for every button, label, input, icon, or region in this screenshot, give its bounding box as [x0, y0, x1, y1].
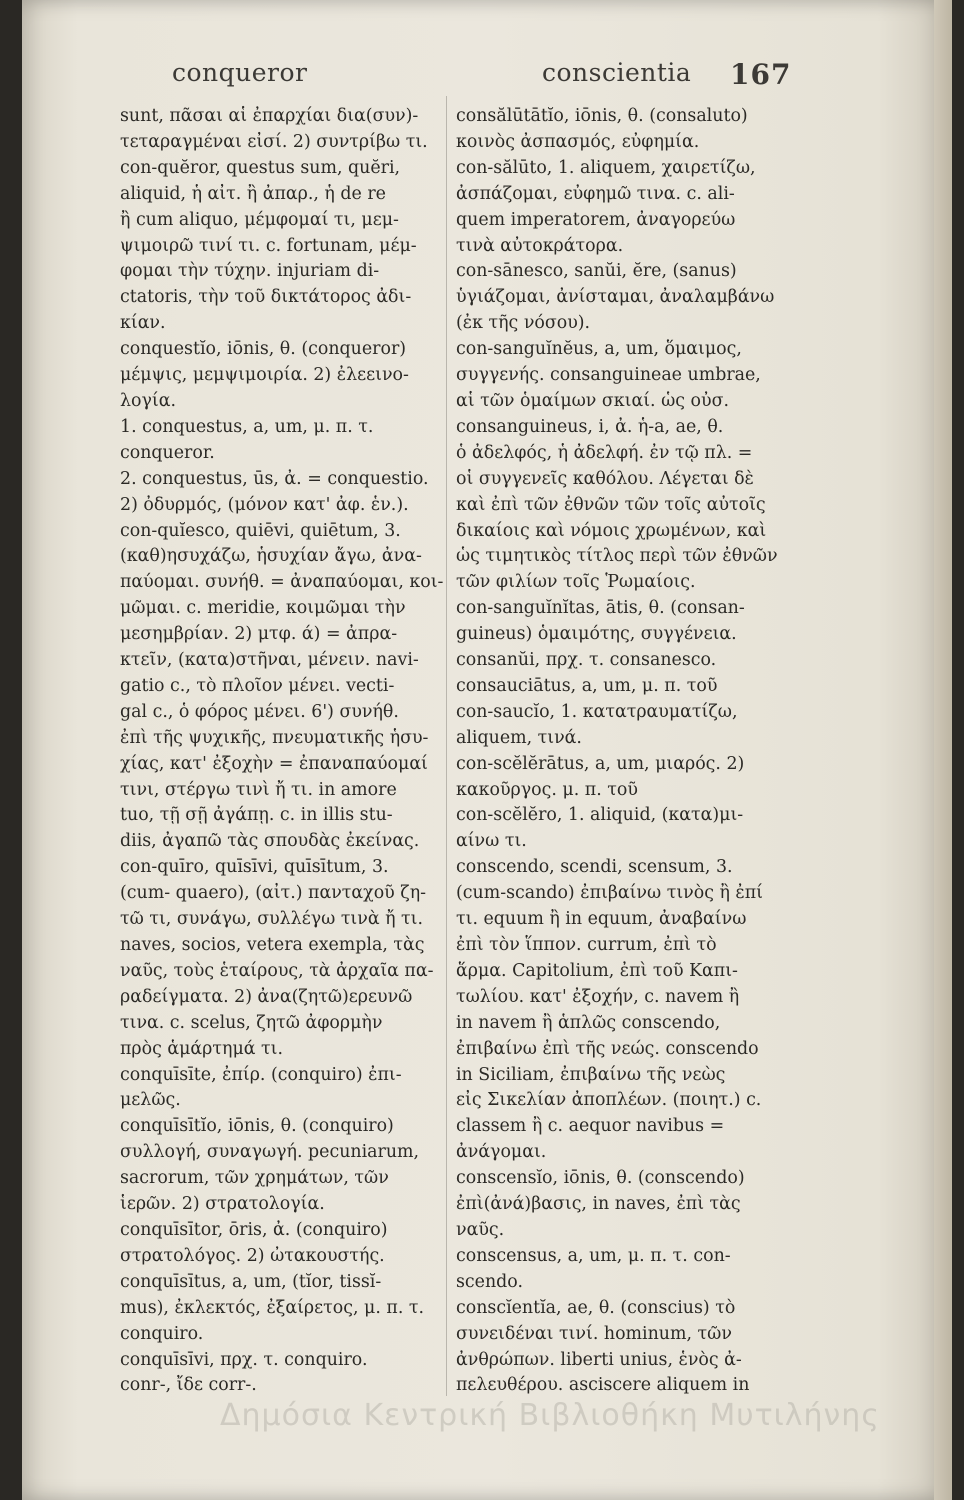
dictionary-line: mus), ἐκλεκτός, ἐξαίρετος, μ. π. τ. — [120, 1297, 425, 1318]
dictionary-line: (καθ)ησυχάζω, ἡσυχίαν ἄγω, ἀνα- — [120, 546, 422, 567]
dictionary-line: κοινὸς ἀσπασμός, εὐφημία. — [456, 131, 700, 152]
dictionary-line: 1. conquestus, a, um, μ. π. τ. — [120, 416, 374, 437]
left-column — [120, 104, 500, 1399]
dictionary-line: conscensus, a, um, μ. π. τ. con- — [456, 1245, 731, 1266]
dictionary-line: συλλογή, συναγωγή. pecuniarum, — [120, 1142, 420, 1163]
dictionary-line: sunt, πᾶσαι αἱ ἐπαρχίαι δια(συν)- — [120, 106, 419, 126]
dictionary-line: ἐπὶ(ἀνά)βασις, in naves, ἐπὶ τὰς — [456, 1194, 741, 1215]
dictionary-line: τι. equum ἢ in equum, ἀναβαίνω — [456, 909, 747, 930]
dictionary-line: παύομαι. συνήθ. = ἀναπαύομαι, κοι- — [120, 572, 444, 593]
dictionary-line: con-scĕlĕrātus, a, um, μιαρός. 2) — [456, 753, 745, 774]
dictionary-line: μεσημβρίαν. 2) μτφ. ά) = ἀπρα- — [120, 624, 398, 645]
dictionary-line: οἱ συγγενεῖς καθόλου. Λέγεται δὲ — [456, 468, 754, 489]
dictionary-line: gatio c., τὸ πλοῖον μένει. vecti- — [120, 675, 395, 696]
dictionary-line: μῶμαι. c. meridie, κοιμῶμαι τὴν — [120, 598, 406, 619]
dictionary-line: conquīsīte, ἐπίρ. (conquiro) ἐπι- — [120, 1064, 402, 1085]
dictionary-line: τῶ τι, συνάγω, συλλέγω τινὰ ἤ τι. — [120, 909, 424, 930]
dictionary-line: ναῦς, τοὺς ἑταίρους, τὰ ἀρχαῖα πα- — [120, 960, 434, 981]
dictionary-line: con-scĕlĕro, 1. aliquid, (κατα)μι- — [456, 805, 744, 826]
dictionary-line: (cum- quaero), (αἰτ.) πανταχοῦ ζη- — [120, 883, 426, 904]
dictionary-line: consanguineus, i, ἀ. ἡ-a, ae, θ. — [456, 416, 724, 437]
dictionary-line: ἀνθρώπων. liberti unius, ἑνὸς ἀ- — [456, 1349, 742, 1370]
dictionary-line: ἢ cum aliquo, μέμφομαί τι, μεμ- — [120, 209, 399, 230]
dictionary-line: κακοῦργος. μ. π. τοῦ — [456, 779, 638, 800]
dictionary-line: consanŭi, πρχ. τ. consanesco. — [456, 650, 717, 671]
dictionary-line: con-quĭesco, quiēvi, quiētum, 3. — [120, 520, 401, 541]
dictionary-line: consălūtātĭo, iōnis, θ. (consaluto) — [456, 106, 748, 126]
dictionary-line: aliquem, τινά. — [456, 727, 582, 748]
dictionary-line: τινὰ αὐτοκράτορα. — [456, 235, 624, 256]
dictionary-line: conqueror. — [120, 442, 215, 463]
dictionary-line: ὡς τιμητικὸς τίτλος περὶ τῶν ἐθνῶν — [456, 546, 778, 567]
dictionary-line: aliquid, ἡ αἰτ. ἢ ἀπαρ., ἡ de re — [120, 183, 386, 204]
dictionary-line: αἱ τῶν ὁμαίμων σκιαί. ὡς οὐσ. — [456, 390, 729, 411]
dictionary-line: guineus) ὁμαιμότης, συγγένεια. — [456, 624, 737, 645]
library-watermark: Δημόσια Κεντρική Βιβλιοθήκη Μυτιλήνης — [220, 1398, 880, 1433]
dictionary-line: gal c., ὁ φόρος μένει. 6') συνήθ. — [120, 701, 399, 722]
dictionary-line: diis, ἀγαπῶ τὰς σπουδὰς ἐκείνας. — [120, 831, 420, 852]
book-page — [22, 0, 952, 1500]
dictionary-line: conquīsīvi, πρχ. τ. conquiro. — [120, 1349, 368, 1370]
dictionary-line: κτεῖν, (κατα)στῆναι, μένειν. navi- — [120, 650, 419, 671]
dictionary-line: con-sānesco, sanŭi, ĕre, (sanus) — [456, 261, 737, 282]
dictionary-line: (cum-scando) ἐπιβαίνω τινὸς ἢ ἐπί — [456, 883, 763, 904]
dictionary-line: κίαν. — [120, 313, 166, 334]
dictionary-line: εἰς Σικελίαν ἀποπλέων. (ποιητ.) c. — [456, 1090, 762, 1111]
dictionary-line: conscĭentĭa, ae, θ. (conscius) τὸ — [456, 1297, 736, 1318]
dictionary-line: quem imperatorem, ἀναγορεύω — [456, 209, 736, 230]
dictionary-line: μελῶς. — [120, 1090, 181, 1111]
dictionary-line: 2. conquestus, ūs, ἀ. = conquestio. — [120, 468, 429, 489]
dictionary-line: (ἐκ τῆς νόσου). — [456, 313, 591, 334]
dictionary-line: ἀνάγομαι. — [456, 1142, 547, 1163]
dictionary-line: ἐπιβαίνω ἐπὶ τῆς νεώς. conscendo — [456, 1038, 759, 1059]
dictionary-line: con-saucĭo, 1. κατατραυματίζω, — [456, 701, 738, 722]
dictionary-line: ὑγιάζομαι, ἀνίσταμαι, ἀναλαμβάνω — [456, 287, 775, 308]
dictionary-line: ἀσπάζομαι, εὐφημῶ τινα. c. ali- — [456, 183, 735, 204]
dictionary-line: αίνω τι. — [456, 831, 527, 852]
dictionary-line: τεταραγμέναι εἰσί. 2) συντρίβω τι. — [120, 131, 428, 152]
dictionary-line: τινι, στέργω τινὶ ἤ τι. in amore — [120, 779, 397, 800]
dictionary-line: scendo. — [456, 1271, 523, 1292]
dictionary-line: conquīsītor, ōris, ἀ. (conquiro) — [120, 1219, 388, 1240]
dictionary-line: ctatoris, τὴν τοῦ δικτάτορος ἀδι- — [120, 287, 412, 308]
dictionary-line: con-sălūto, 1. aliquem, χαιρετίζω, — [456, 157, 756, 178]
dictionary-line: καὶ ἐπὶ τῶν ἐθνῶν τῶν τοῖς αὐτοῖς — [456, 494, 766, 515]
dictionary-line: φομαι τὴν τύχην. injuriam di- — [120, 261, 380, 282]
dictionary-line: ἐπὶ τῆς ψυχικῆς, πνευματικῆς ἡσυ- — [120, 727, 429, 748]
dictionary-line: δικαίοις καὶ νόμοις χρωμένων, καὶ — [456, 520, 767, 541]
dictionary-line: στρατολόγος. 2) ὠτακουστής. — [120, 1245, 385, 1266]
dictionary-line: ραδείγματα. 2) ἀνα(ζητῶ)ερευνῶ — [120, 986, 413, 1007]
dictionary-line: ἐπὶ τὸν ἵππον. currum, ἐπὶ τὸ — [456, 935, 717, 955]
dictionary-line: πρὸς ἁμάρτημά τι. — [120, 1038, 283, 1059]
right-column — [456, 104, 836, 1399]
dictionary-line: conquīsītĭo, iōnis, θ. (conquiro) — [120, 1116, 394, 1137]
page-number: 167 — [730, 58, 792, 91]
dictionary-line: classem ἢ c. aequor navibus = — [456, 1116, 725, 1137]
dictionary-line: λογία. — [120, 390, 176, 411]
dictionary-line: τῶν φιλίων τοῖς Ῥωμαίοις. — [456, 572, 696, 593]
dictionary-line: συγγενής. consanguineae umbrae, — [456, 365, 761, 386]
dictionary-line: πελευθέρου. asciscere aliquem in — [456, 1375, 750, 1396]
dictionary-line: χίας, κατ' ἐξοχὴν = ἐπαναπαύομαί — [120, 753, 428, 774]
dictionary-line: con-sanguĭnĕus, a, um, ὅμαιμος, — [456, 339, 742, 360]
dictionary-line: 2) ὀδυρμός, (μόνον κατ' ἀφ. ἑν.). — [120, 494, 409, 515]
running-head-right: conscientia — [542, 58, 692, 87]
running-head-left: conqueror — [172, 58, 308, 87]
dictionary-line: in navem ἢ ἁπλῶς conscendo, — [456, 1012, 721, 1033]
dictionary-line: conquestĭo, iōnis, θ. (conqueror) — [120, 339, 407, 360]
dictionary-line: conquiro. — [120, 1323, 204, 1344]
dictionary-line: ἅρμα. Capitolium, ἐπὶ τοῦ Καπι- — [456, 960, 738, 981]
dictionary-line: ψιμοιρῶ τινί τι. c. fortunam, μέμ- — [120, 235, 417, 256]
dictionary-line: conr-, ἴδε corr-. — [120, 1375, 257, 1396]
dictionary-line: con-sanguĭnĭtas, ātis, θ. (consan- — [456, 598, 745, 619]
dictionary-line: sacrorum, τῶν χρημάτων, τῶν — [120, 1168, 389, 1189]
dictionary-line: naves, socios, vetera exempla, τὰς — [120, 935, 425, 955]
dictionary-line: conscendo, scendi, scensum, 3. — [456, 857, 733, 878]
page-edge — [934, 0, 952, 1500]
dictionary-line: τωλίου. κατ' ἐξοχήν, c. navem ἢ — [456, 986, 740, 1007]
dictionary-line: conscensĭo, iōnis, θ. (conscendo) — [456, 1168, 745, 1189]
dictionary-line: con-quīro, quīsīvi, quīsītum, 3. — [120, 857, 389, 878]
dictionary-line: συνειδέναι τινί. hominum, τῶν — [456, 1323, 732, 1344]
dictionary-line: conquīsītus, a, um, (tĭor, tissĭ- — [120, 1271, 382, 1292]
dictionary-line: in Siciliam, ἐπιβαίνω τῆς νεὼς — [456, 1064, 726, 1085]
dictionary-line: tuo, τῇ σῇ ἀγάπῃ. c. in illis stu- — [120, 805, 393, 826]
dictionary-line: con-quĕror, questus sum, quĕri, — [120, 157, 401, 178]
dictionary-line: τινα. c. scelus, ζητῶ ἀφορμὴν — [120, 1012, 383, 1033]
dictionary-line: μέμψις, μεμψιμοιρία. 2) ἐλεεινο- — [120, 365, 409, 386]
dictionary-line: consauciātus, a, um, μ. π. τοῦ — [456, 675, 718, 696]
dictionary-line: ἱερῶν. 2) στρατολογία. — [120, 1194, 325, 1215]
dictionary-line: ὁ ἀδελφός, ἡ ἀδελφή. ἐν τῷ πλ. = — [456, 442, 753, 463]
dictionary-line: ναῦς. — [456, 1219, 505, 1240]
